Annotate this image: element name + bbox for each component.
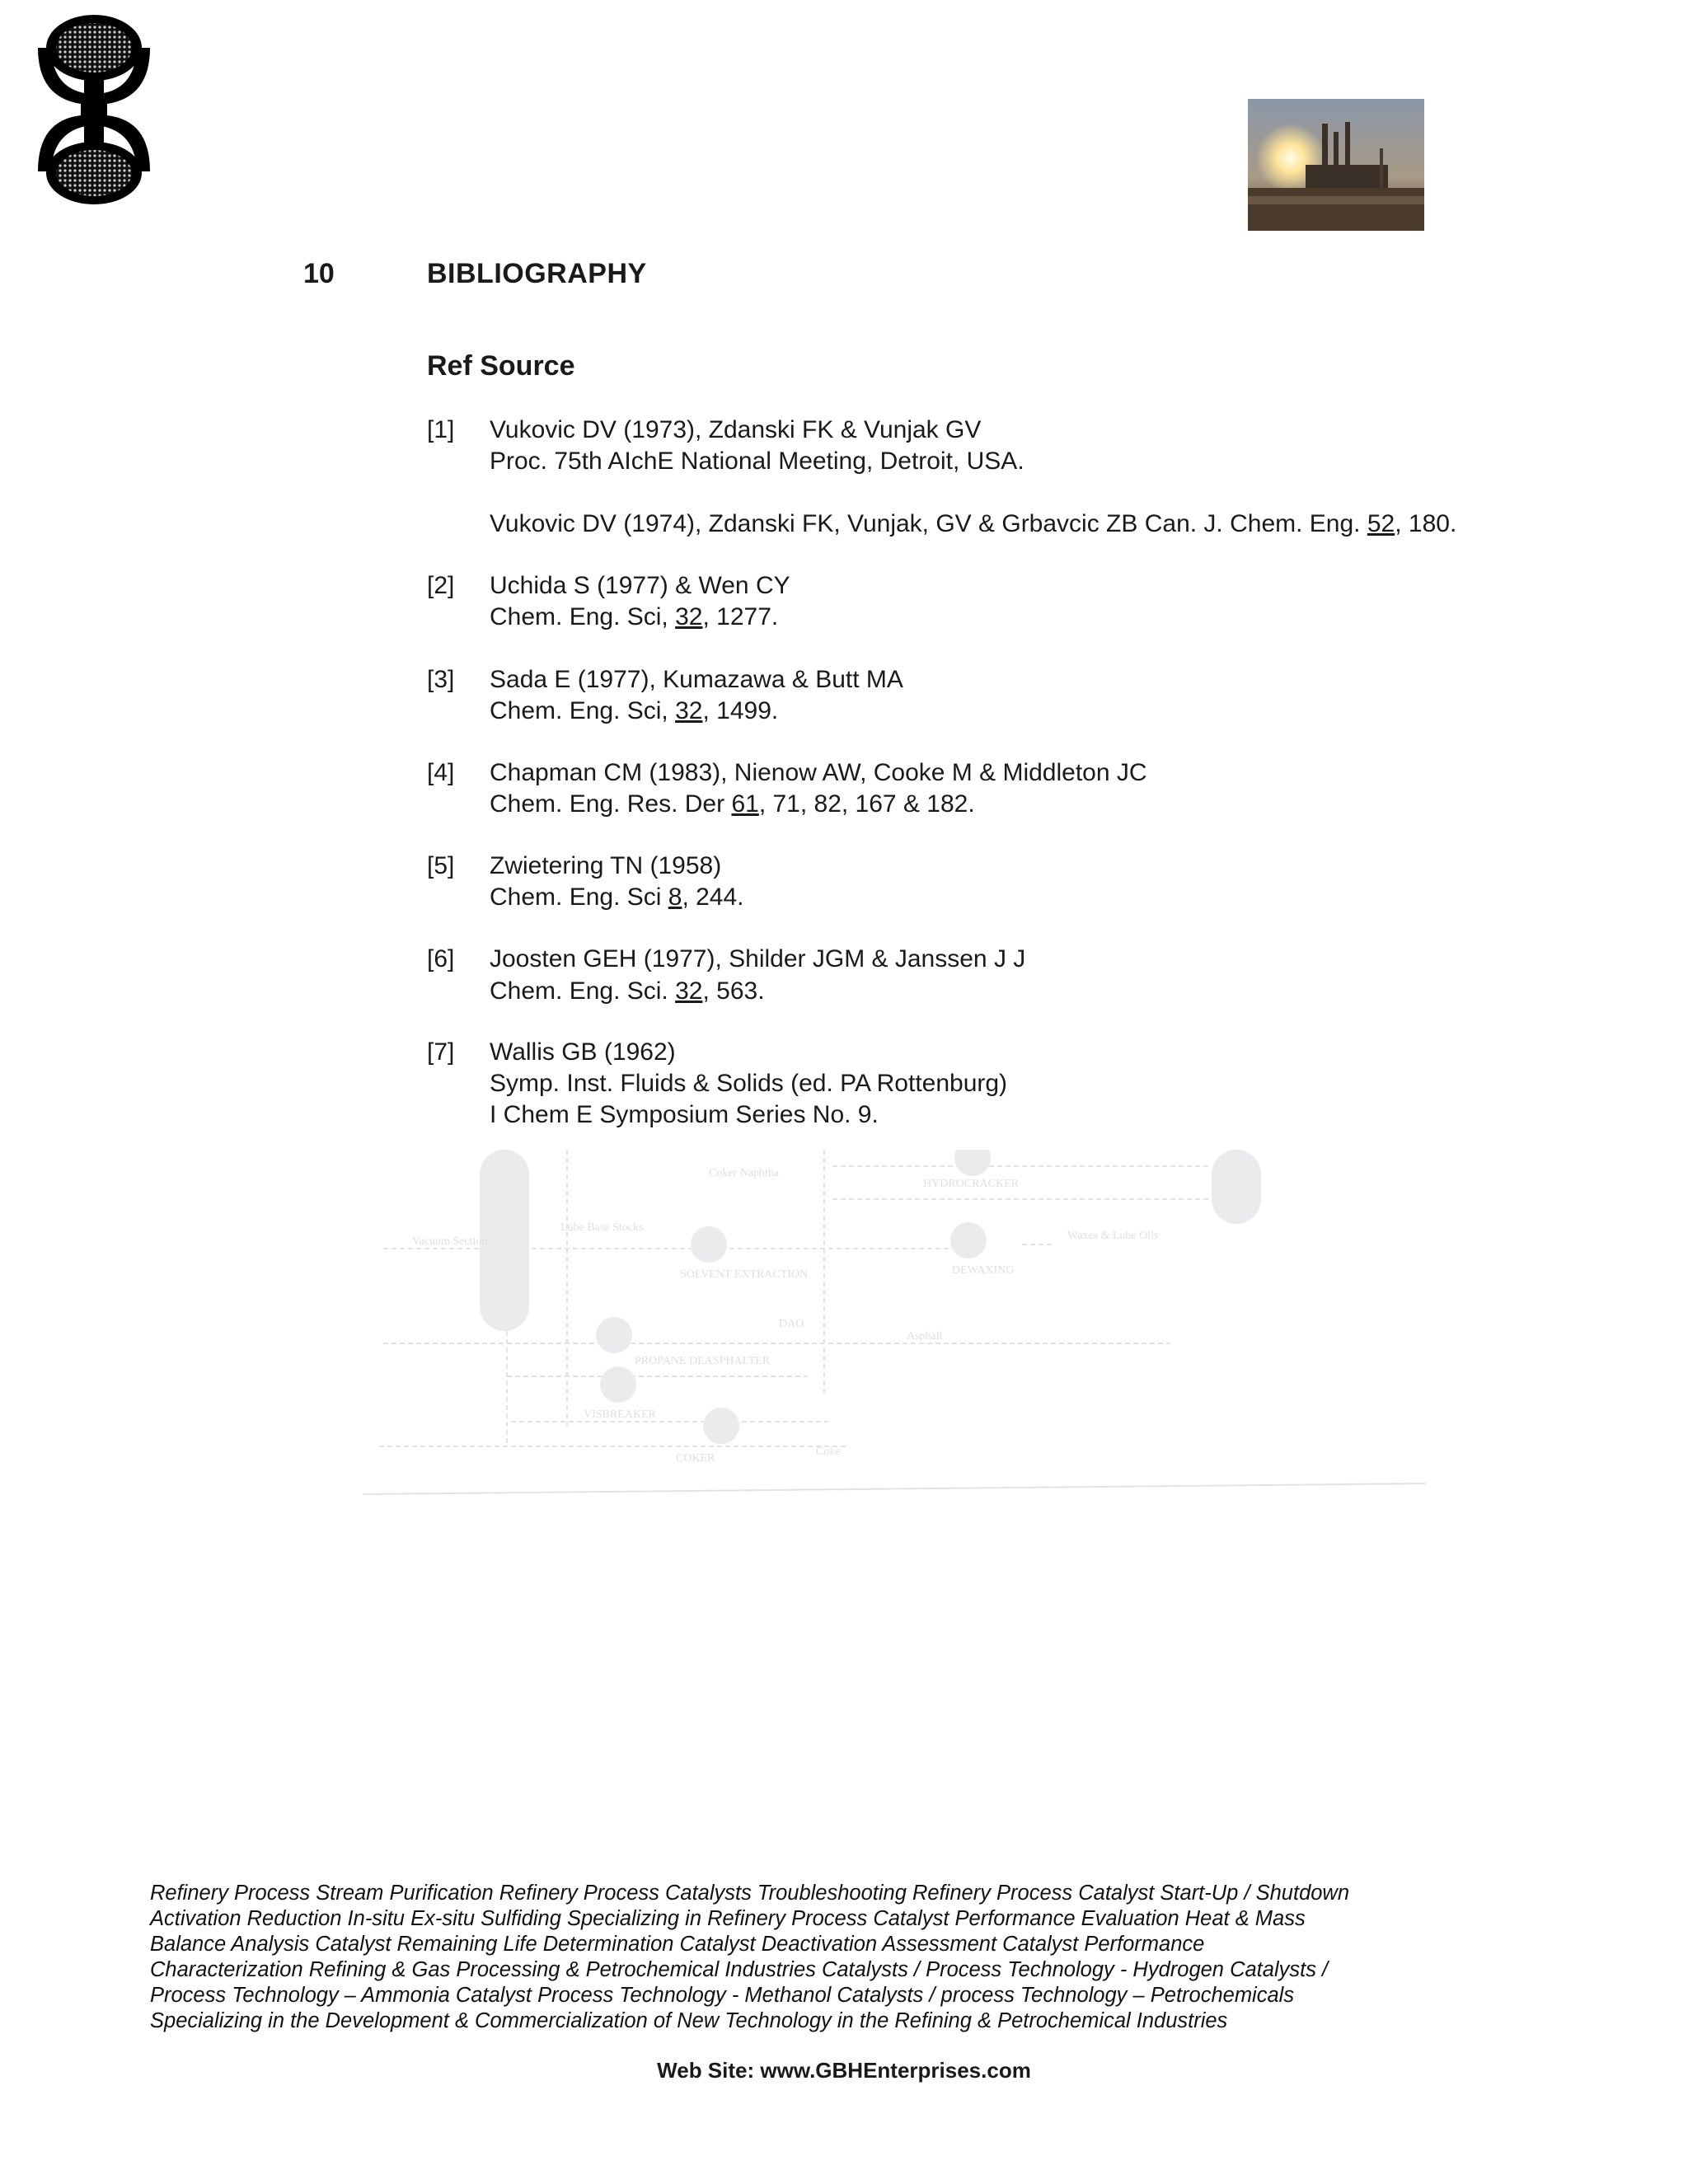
ref-authors: Joosten GEH (1977), Shilder JGM & Janssen J J (490, 945, 1026, 972)
diagram-label: Lube Base Stocks (560, 1221, 644, 1234)
ref-source: Chem. Eng. Sci, 32, 1277. (490, 603, 779, 630)
diagram-label: SOLVENT EXTRACTION (680, 1268, 809, 1281)
diagram-label: DEWAXING (952, 1264, 1015, 1277)
diagram-label: HYDROCRACKER (923, 1178, 1019, 1190)
ref-source: Chem. Eng. Sci 8, 244. (490, 883, 744, 911)
ref-number: [2] (427, 572, 455, 599)
diagram-label: PROPANE DEASPHALTER (635, 1355, 771, 1367)
ref-source: Chem. Eng. Sci, 32, 1499. (490, 697, 779, 724)
ref-number: [7] (427, 1038, 455, 1066)
ref-source: Symp. Inst. Fluids & Solids (ed. PA Rottenburg) (490, 1070, 1008, 1097)
diagram-label: DAO (779, 1318, 804, 1330)
footer-services-text (150, 1881, 1436, 2034)
refinery-sunset-photo (1248, 99, 1424, 231)
ref-citation: Vukovic DV (1974), Zdanski FK, Vunjak, GV & Grbavcic ZB Can. J. Chem. Eng. 52, 180. (490, 510, 1457, 537)
ref-number: [5] (427, 852, 455, 879)
diagram-label: Waxes & Lube Oils (1067, 1230, 1159, 1242)
ref-authors: Sada E (1977), Kumazawa & Butt MA (490, 666, 903, 693)
footer-line: Refinery Process Stream Purification Refinery Process Catalysts Troubleshooting Refinery Process Catalyst Start-Up / Shutdown (150, 1882, 1350, 1905)
ref-number: [4] (427, 759, 455, 786)
ref-authors: Wallis GB (1962) (490, 1038, 676, 1066)
footer-line: Process Technology – Ammonia Catalyst Process Technology - Methanol Catalysts / process Technology – Petrochemicals (150, 1984, 1295, 2007)
ref-number: [3] (427, 666, 455, 693)
diagram-label: Vacuum Section (412, 1235, 488, 1248)
ref-source: Proc. 75th AIchE National Meeting, Detroit, USA. (490, 448, 1025, 475)
ref-source: Chem. Eng. Res. Der 61, 71, 82, 167 & 182. (490, 790, 975, 818)
section-title: BIBLIOGRAPHY (427, 258, 647, 289)
footer-line: Balance Analysis Catalyst Remaining Life Determination Catalyst Deactivation Assessment Catalyst Performance (150, 1933, 1205, 1956)
ref-series: I Chem E Symposium Series No. 9. (490, 1101, 879, 1128)
ref-source: Chem. Eng. Sci. 32, 563. (490, 977, 765, 1005)
footer-line: Activation Reduction In-situ Ex-situ Sulfiding Specializing in Refinery Process Catalyst Performance Evaluation Heat & Mass (150, 1907, 1306, 1930)
footer-line: Characterization Refining & Gas Processing & Petrochemical Industries Catalysts / Process Technology - Hydrogen Catalysts / (150, 1958, 1329, 1981)
ref-authors: Uchida S (1977) & Wen CY (490, 572, 790, 599)
ref-number: [1] (427, 416, 455, 443)
diagram-label: Coker Naphtha (709, 1167, 780, 1179)
refinery-process-diagram (363, 1150, 1434, 1496)
diagram-label: COKER (676, 1452, 715, 1465)
ref-authors: Chapman CM (1983), Nienow AW, Cooke M & Middleton JC (490, 759, 1147, 786)
diagram-label: Asphalt (907, 1330, 943, 1343)
ref-number: [6] (427, 945, 455, 972)
ref-source-heading: Ref Source (427, 350, 575, 382)
ref-authors: Vukovic DV (1973), Zdanski FK & Vunjak GV (490, 416, 982, 443)
section-number: 10 (303, 258, 335, 289)
website-link[interactable]: Web Site: www.GBHEnterprises.com (657, 2058, 1031, 2083)
gbh-logo-icon (33, 15, 155, 204)
diagram-label: VISBREAKER (584, 1408, 656, 1421)
ref-authors: Zwietering TN (1958) (490, 852, 722, 879)
footer-line: Specializing in the Development & Commercialization of New Technology in the Refining & Petrochemical Industries (150, 2009, 1228, 2032)
diagram-label: Coke (816, 1446, 841, 1458)
